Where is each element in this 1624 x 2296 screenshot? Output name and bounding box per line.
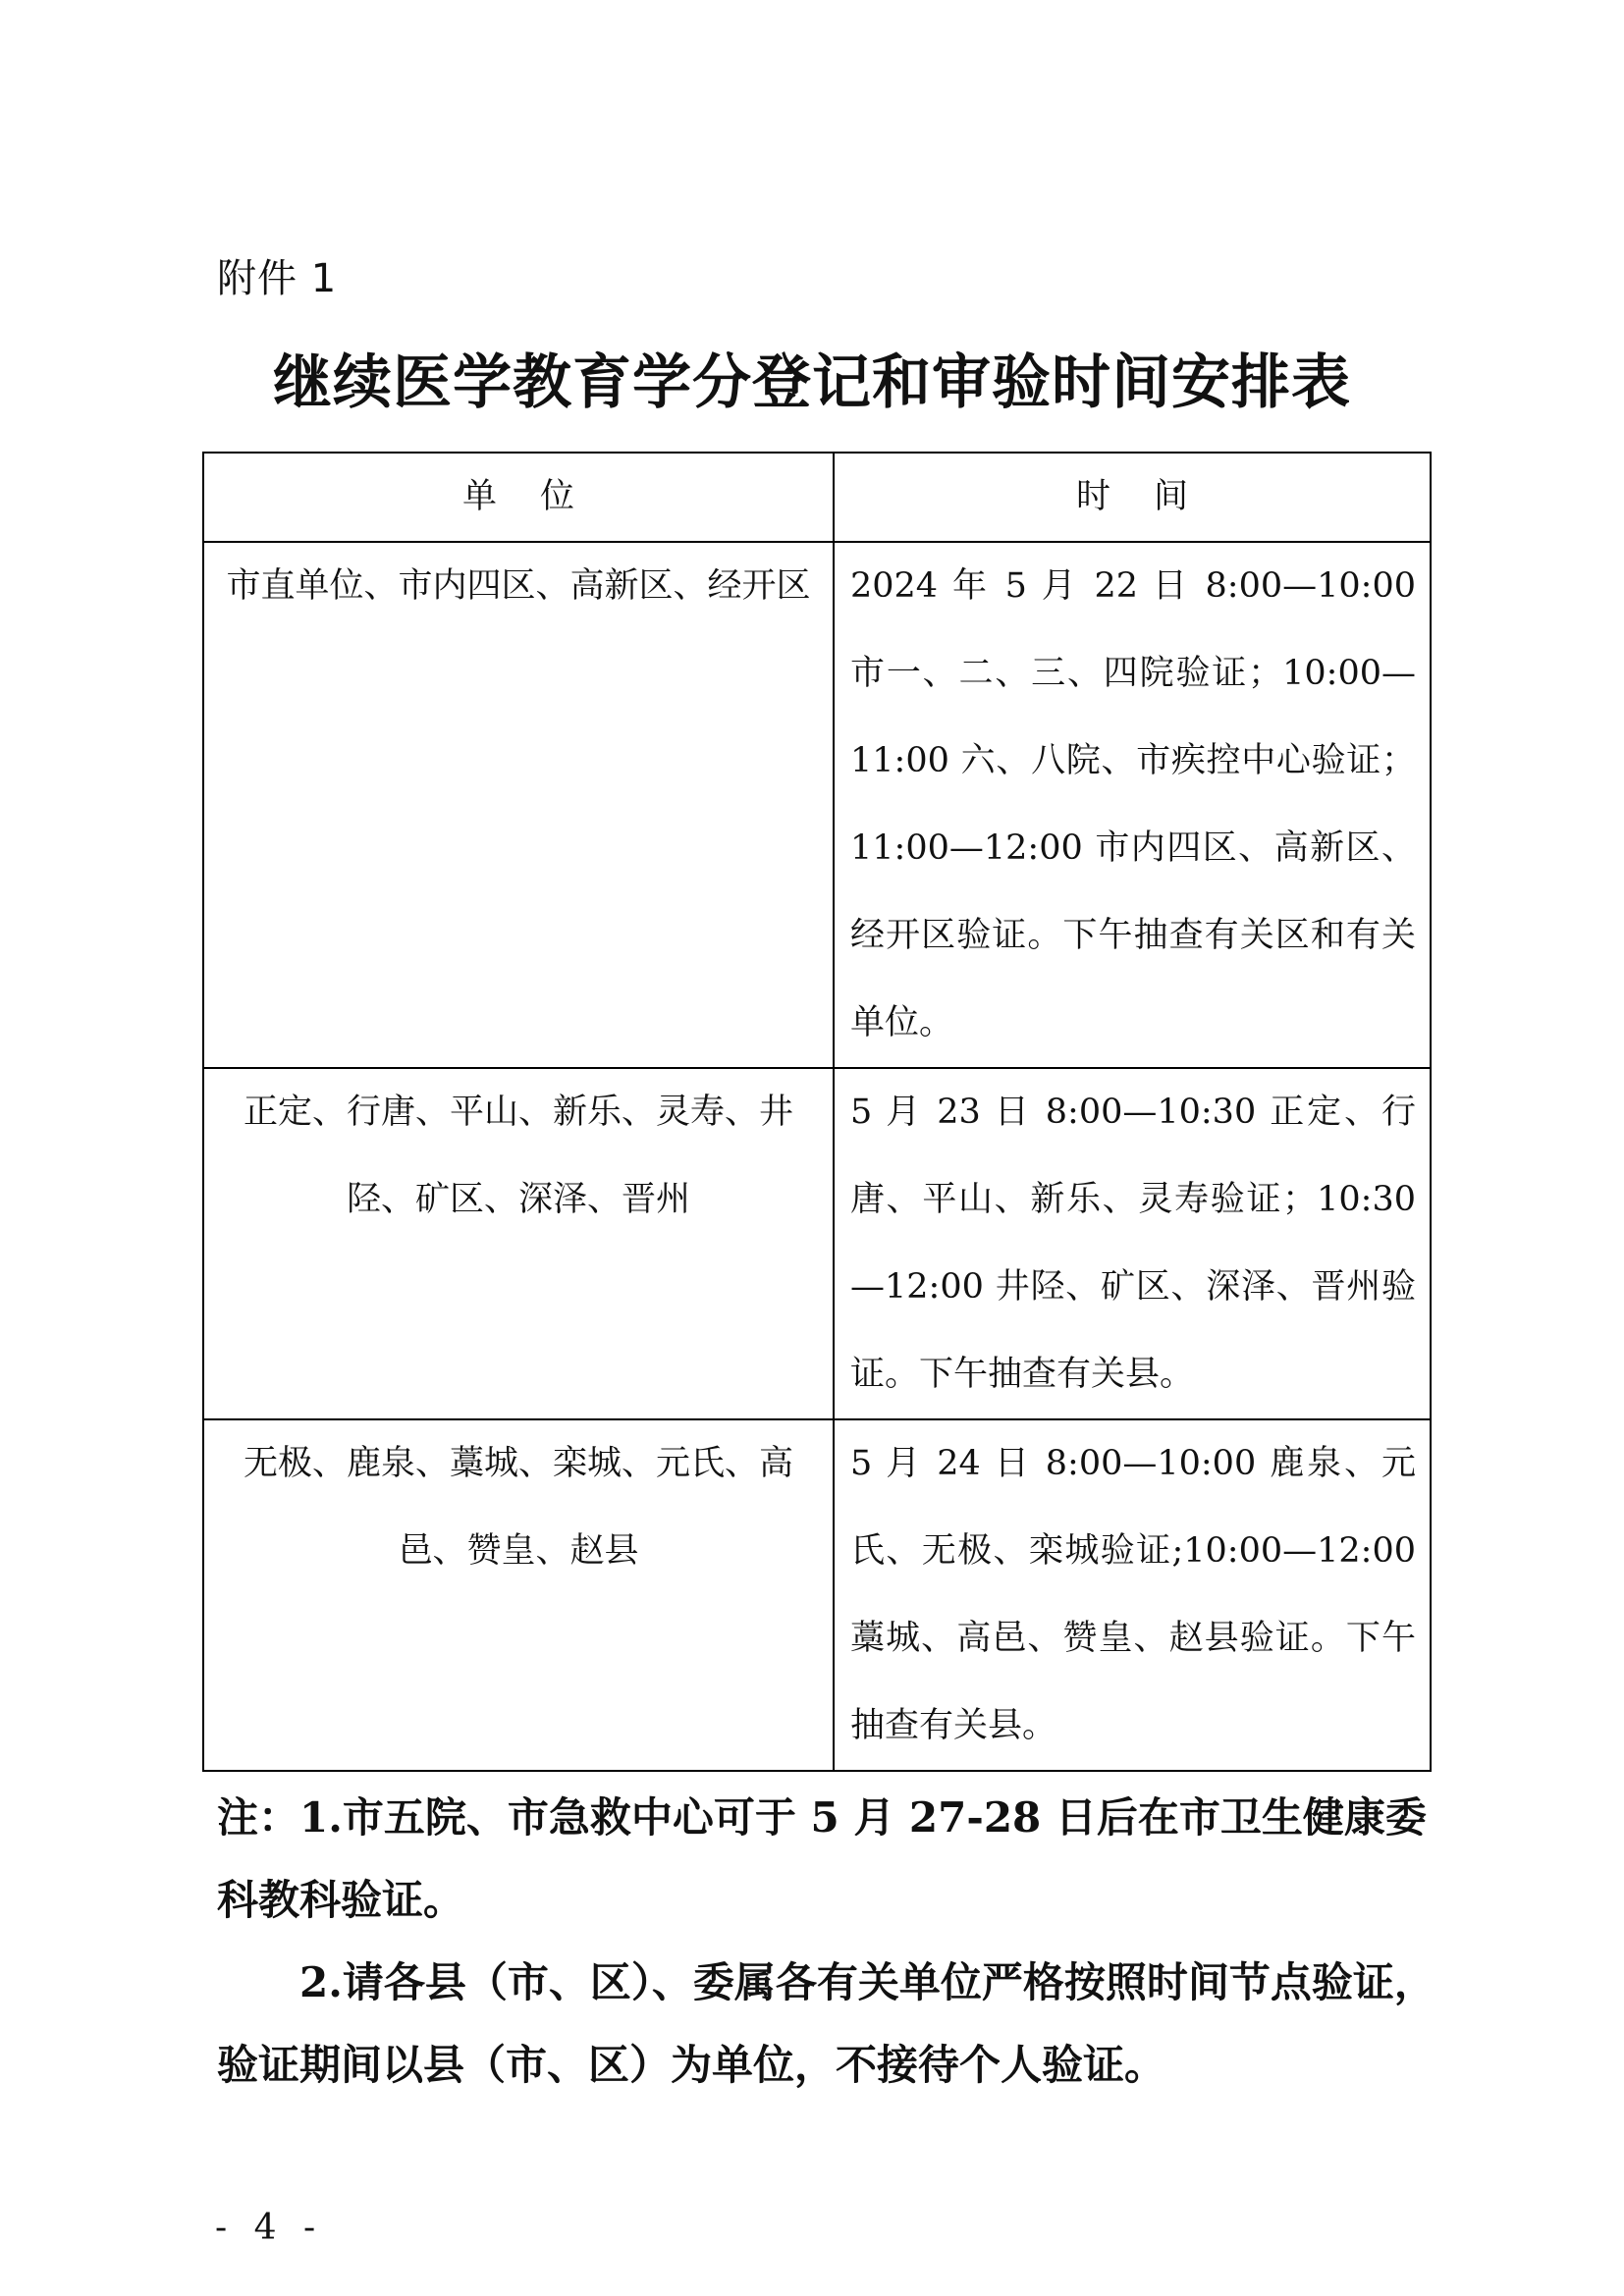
table-header-row — [203, 453, 1431, 542]
note-1: 注：1.市五院、市急救中心可于 5 月 27-28 日后在市卫生健康委科教科验证。 — [217, 1793, 1427, 1924]
table-row — [203, 542, 1431, 1068]
note-2: 2.请各县（市、区）、委属各有关单位严格按照时间节点验证，验证期间以县（市、区）为单位，不接待个人验证。 — [217, 1958, 1435, 2089]
table-row — [203, 1419, 1431, 1771]
page-number: - 4 - — [215, 2208, 324, 2248]
cell-time: 2024 年 5 月 22 日 8:00—10:00 市一、二、三、四院验证；10:00—11:00 六、八院、市疾控中心验证；11:00—12:00 市内四区、高新区、经开区验证。下午抽查有关区和有关单位。 — [834, 542, 1431, 1068]
schedule-table — [202, 452, 1432, 1772]
cell-unit: 市直单位、市内四区、高新区、经开区 — [203, 542, 834, 1068]
cell-unit: 正定、行唐、平山、新乐、灵寿、井陉、矿区、深泽、晋州 — [203, 1068, 834, 1419]
notes-section — [217, 1777, 1464, 2107]
header-time: 时间 — [834, 453, 1431, 542]
cell-unit: 无极、鹿泉、藁城、栾城、元氏、高邑、赞皇、赵县 — [203, 1419, 834, 1771]
cell-time: 5 月 24 日 8:00—10:00 鹿泉、元氏、无极、栾城验证;10:00—12:00 藁城、高邑、赞皇、赵县验证。下午抽查有关县。 — [834, 1419, 1431, 1771]
document-title: 继续医学教育学分登记和审验时间安排表 — [273, 348, 1351, 417]
attachment-label: 附件 1 — [217, 256, 338, 301]
cell-time: 5 月 23 日 8:00—10:30 正定、行唐、平山、新乐、灵寿验证；10:30—12:00 井陉、矿区、深泽、晋州验证。下午抽查有关县。 — [834, 1068, 1431, 1419]
table-row — [203, 1068, 1431, 1419]
header-unit: 单位 — [203, 453, 834, 542]
